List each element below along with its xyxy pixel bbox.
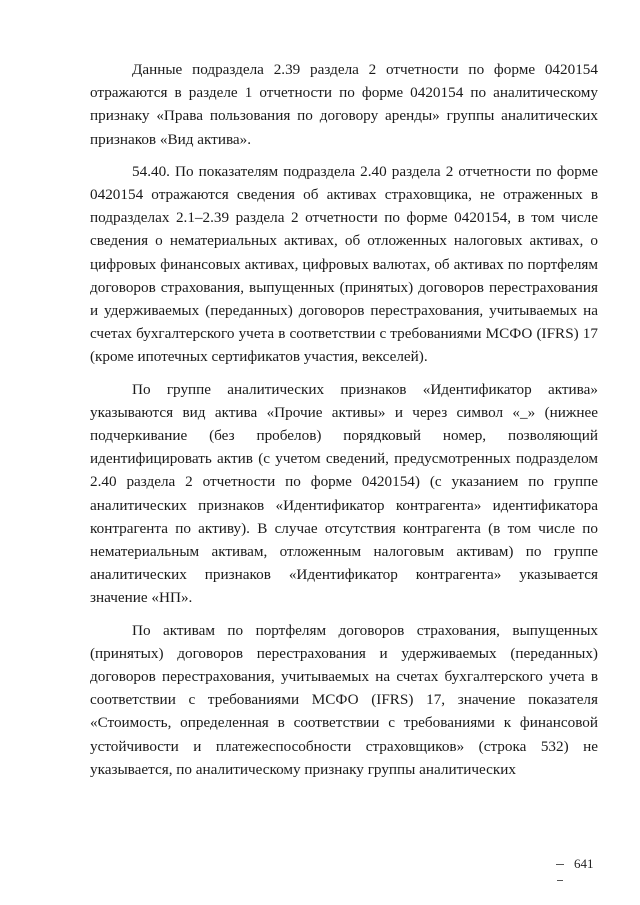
paragraph-2: 54.40. По показателям подраздела 2.40 раздела 2 отчетности по форме 0420154 отражаются сведения об активах страховщика, не отраженных в подразделах 2.1–2.39 раздела 2 отчетности по форме 0420154, в том числе сведения о нематериальных активах, об отложенных налоговых активах, о цифровых финансовых активах, цифровых валютах, об активах по портфелям договоров страхования, выпущенных (принятых) договоров перестрахования и удерживаемых (переданных) договоров перестрахования, учитываемых на счетах бухгалтерского учета в соответствии с требованиями МСФО (IFRS) 17 (кроме ипотечных сертификатов участия, векселей). — [90, 162, 598, 366]
scan-mark — [557, 880, 563, 881]
paragraph-3: По группе аналитических признаков «Идентификатор актива» указываются вид актива «Прочие активы» и через символ «_» (нижнее подчеркивание (без пробелов) порядковый номер, позволяющий идентифицировать актив (с учетом сведений, предусмотренных подразделом 2.40 раздела 2 отчетности по форме 0420154) (с указанием по группе аналитических признаков «Идентификатор контрагента» идентификатора контрагента по активу). В случае отсутствия контрагента (в том числе по нематериальным активам, отложенным налоговым активам) по группе аналитических признаков «Идентификатор контрагента» указывается значение «НП». — [90, 380, 598, 607]
body-text — [90, 58, 598, 790]
scan-mark — [556, 864, 564, 865]
page-number: 641 — [574, 856, 594, 871]
paragraph-4: По активам по портфелям договоров страхования, выпущенных (принятых) договоров перестрахования и удерживаемых (переданных) договоров перестрахования, учитываемых на счетах бухгалтерского учета в соответствии с требованиями МСФО (IFRS) 17, значение показателя «Стоимость, определенная в соответствии с требованиями к финансовой устойчивости и платежеспособности страховщиков» (строка 532) не указывается, по аналитическому признаку группы аналитических — [90, 621, 598, 778]
paragraph-1: Данные подраздела 2.39 раздела 2 отчетности по форме 0420154 отражаются в разделе 1 отчетности по форме 0420154 по аналитическому признаку «Права пользования по договору аренды» группы аналитических признаков «Вид актива». — [90, 61, 598, 148]
